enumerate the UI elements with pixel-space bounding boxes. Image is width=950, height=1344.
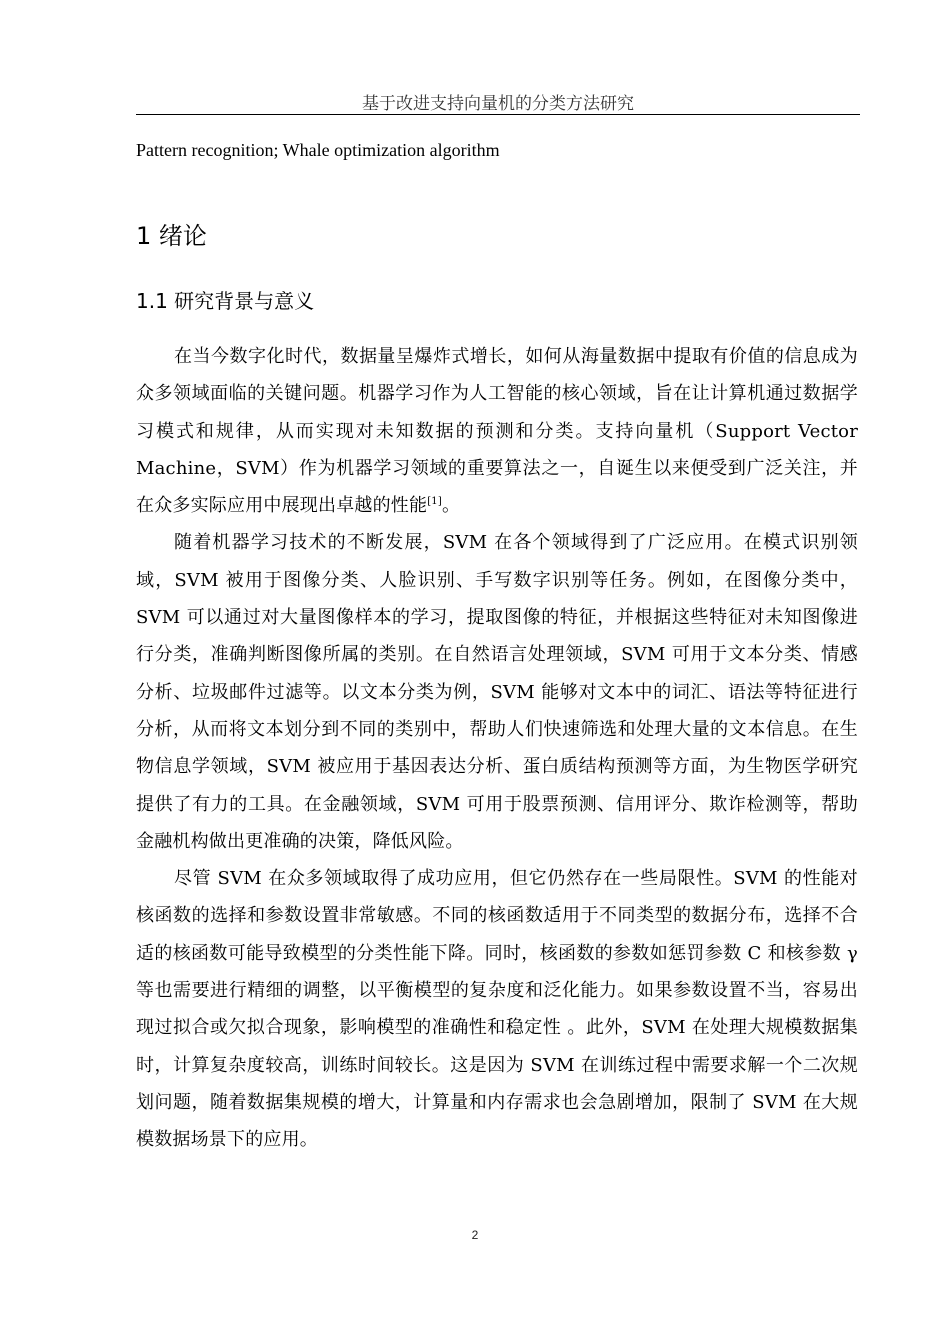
running-header: 基于改进支持向量机的分类方法研究 — [362, 94, 634, 114]
paragraph-2: 随着机器学习技术的不断发展，SVM 在各个领域得到了广泛应用。在模式识别领域，SVM 被用于图像分类、人脸识别、手写数字识别等任务。例如，在图像分类中，SVM 可以通过对大量图像样本的学习，提取图像的特征，并根据这些特征对未知图像进行分类，准确判断图像所属的类别。在自然语言处理领域，SVM 可用于文本分类、情感分析、垃圾邮件过滤等。以文本分类为例，SVM 能够对文本中的词汇、语法等特征进行分析，从而将文本划分到不同的类别中，帮助人们快速筛选和处理大量的文本信息。在生物信息学领域，SVM 被应用于基因表达分析、蛋白质结构预测等方面，为生物医学研究提供了有力的工具。在金融领域，SVM 可用于股票预测、信用评分、欺诈检测等，帮助金融机构做出更准确的决策，降低风险。 — [136, 532, 858, 852]
paragraph-1-text: 在当今数字化时代，数据量呈爆炸式增长，如何从海量数据中提取有价值的信息成为众多领域面临的关键问题。机器学习作为人工智能的核心领域，旨在让计算机通过数据学习模式和规律，从而实现对未知数据的预测和分类。支持向量机（Support Vector Machine，SVM）作为机器学习领域的重要算法之一，自诞生以来便受到广泛关注，并在众多实际应用中展现出卓越的性能 — [136, 346, 858, 517]
section-title: 1.1 研究背景与意义 — [136, 289, 315, 313]
paragraph-1 — [136, 338, 858, 524]
body-text — [136, 338, 858, 1159]
paragraph-3: 尽管 SVM 在众多领域取得了成功应用，但它仍然存在一些局限性。SVM 的性能对核函数的选择和参数设置非常敏感。不同的核函数适用于不同类型的数据分布，选择不合适的核函数可能导致模型的分类性能下降。同时，核函数的参数如惩罚参数 C 和核参数 γ 等也需要进行精细的调整，以平衡模型的复杂度和泛化能力。如果参数设置不当，容易出现过拟合或欠拟合现象，影响模型的准确性和稳定性 。此外，SVM 在处理大规模数据集时，计算复杂度较高，训练时间较长。这是因为 SVM 在训练过程中需要求解一个二次规划问题，随着数据集规模的增大，计算量和内存需求也会急剧增加，限制了 SVM 在大规模数据场景下的应用。 — [136, 868, 858, 1151]
page-number: 2 — [471, 1228, 479, 1242]
paragraph-1-end: 。 — [441, 495, 461, 517]
header-rule — [136, 114, 860, 115]
chapter-title: 1 绪论 — [136, 222, 207, 250]
keywords-line: Pattern recognition; Whale optimization algorithm — [136, 140, 500, 160]
citation-marker: [1] — [427, 496, 442, 508]
